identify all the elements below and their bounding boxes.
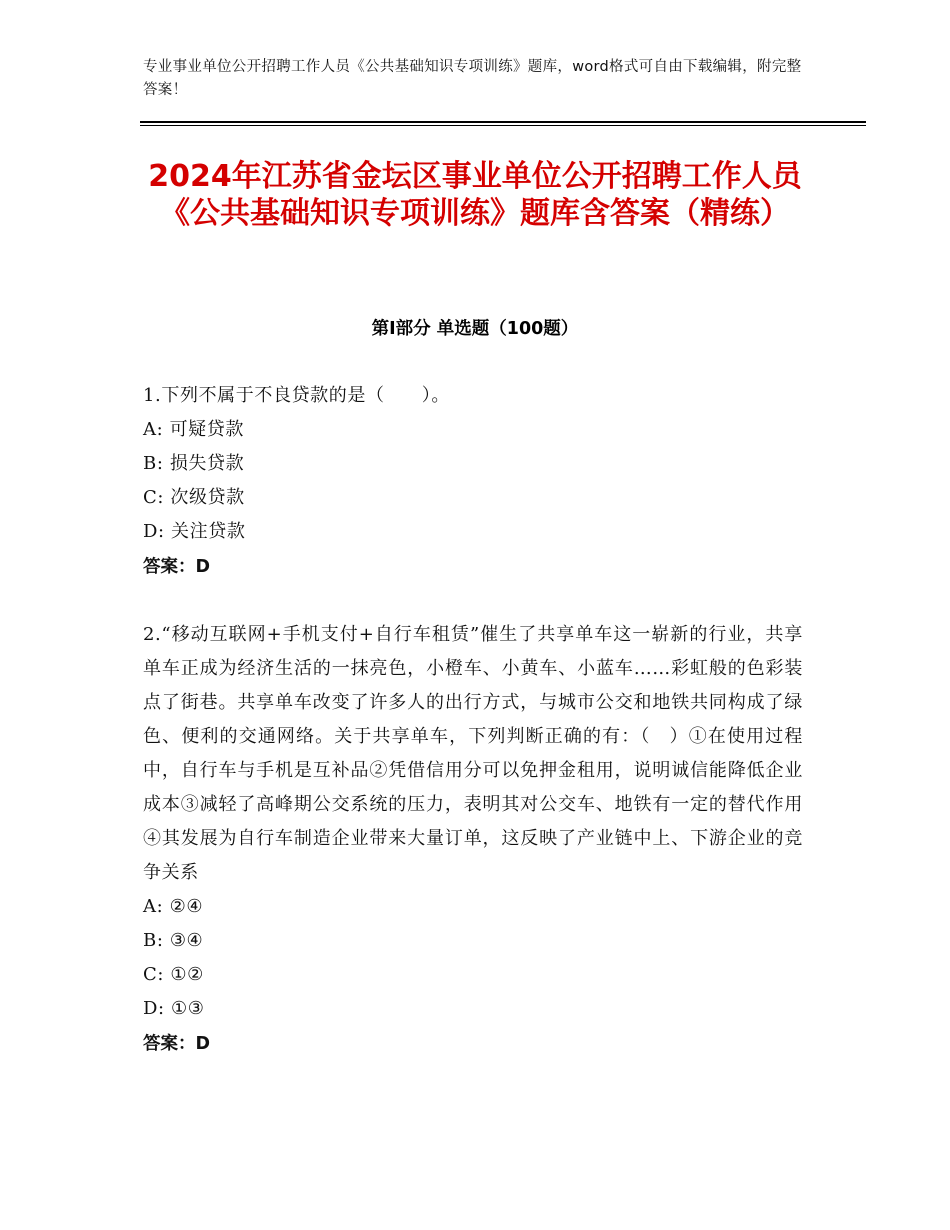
question-2 [143, 618, 803, 1061]
option-a: A: 可疑贷款 [143, 419, 244, 440]
answer: 答案：D [143, 557, 211, 577]
option-c: C: 次级贷款 [143, 487, 245, 508]
section-heading: 第Ⅰ部分 单选题（100题） [371, 319, 579, 339]
option-c: C: ①② [143, 964, 204, 985]
header-divider [140, 121, 866, 123]
answer: 答案：D [143, 1034, 211, 1054]
option-b: B: ③④ [143, 930, 204, 951]
option-b: B: 损失贷款 [143, 453, 245, 474]
question-stem: 1.下列不属于不良贷款的是（ ）。 [143, 385, 450, 406]
question-stem: 2.“移动互联网+手机支付+自行车租赁”催生了共享单车这一崭新的行业，共享单车正成为经济生活的一抹亮色，小橙车、小黄车、小蓝车……彩虹般的色彩装点了街巷。共享单车改变了许多人的出行方式，与城市公交和地铁共同构成了绿色、便利的交通网络。关于共享单车，下列判断正确的有：（ ）①在使用过程中，自行车与手机是互补品②凭借信用分可以免押金租用，说明诚信能降低企业成本③减轻了高峰期公交系统的压力，表明其对公交车、地铁有一定的替代作用④其发展为自行车制造企业带来大量订单，这反映了产业链中上、下游企业的竞争关系 [143, 624, 803, 883]
header-note: 专业事业单位公开招聘工作人员《公共基础知识专项训练》题库，word格式可自由下载编辑，附完整答案！ [143, 59, 802, 98]
option-d: D: 关注贷款 [143, 521, 246, 542]
document-title: 2024年江苏省金坛区事业单位公开招聘工作人员《公共基础知识专项训练》题库含答案（精练） [148, 159, 802, 231]
option-d: D: ①③ [143, 998, 205, 1019]
question-1 [143, 379, 803, 584]
option-a: A: ②④ [143, 896, 204, 917]
header-divider-thin [140, 125, 866, 126]
